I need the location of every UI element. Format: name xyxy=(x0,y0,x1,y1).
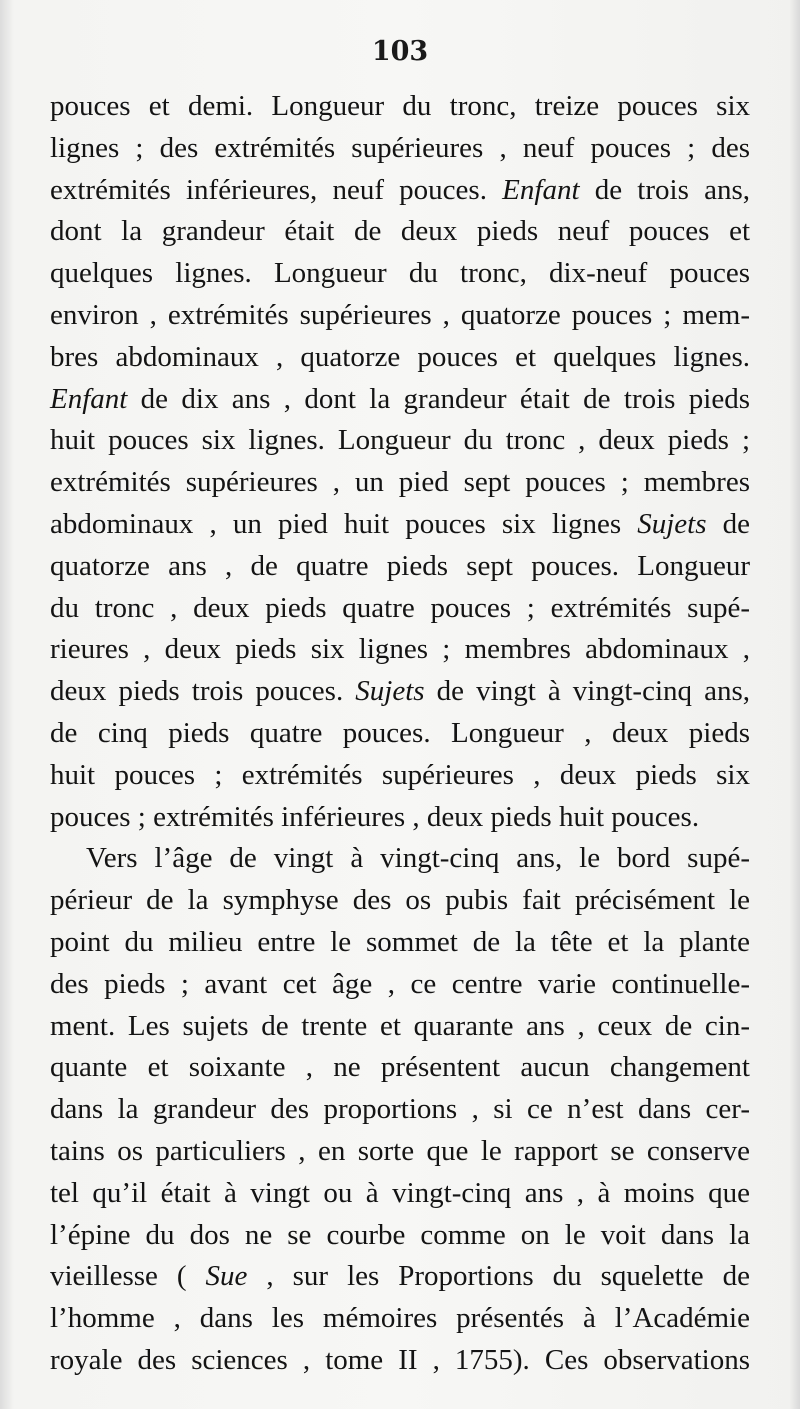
text-line xyxy=(50,379,750,421)
text-segment: , sur les Proportions du squelette de xyxy=(247,1260,750,1293)
text-segment: l’homme , dans les mémoires présentés à l’Académie xyxy=(50,1302,750,1335)
text-line xyxy=(50,504,750,546)
text-line xyxy=(50,170,750,212)
text-line xyxy=(50,546,750,588)
text-line xyxy=(50,420,750,462)
text-line xyxy=(50,1089,750,1131)
text-segment: des pieds ; avant cet âge , ce centre varie continuelle- xyxy=(50,967,750,1000)
text-line xyxy=(50,671,750,713)
text-line xyxy=(50,1215,750,1257)
text-segment: environ , extrémités supérieures , quatorze pouces ; mem- xyxy=(50,298,750,331)
page-edge xyxy=(790,0,800,1409)
text-segment: extrémités supérieures , un pied sept pouces ; membres xyxy=(50,466,750,499)
text-segment: du tronc , deux pieds quatre pouces ; extrémités supé- xyxy=(50,591,750,624)
text-segment: ment. Les sujets de trente et quarante ans , ceux de cin- xyxy=(50,1009,750,1042)
text-segment: quatorze ans , de quatre pieds sept pouces. Longueur xyxy=(50,549,750,582)
text-segment: périeur de la symphyse des os pubis fait précisément le xyxy=(50,884,750,917)
text-line xyxy=(50,755,750,797)
text-segment: huit pouces six lignes. Longueur du tronc , deux pieds ; xyxy=(50,424,750,457)
text-line xyxy=(50,797,750,839)
body-text xyxy=(50,86,750,1382)
italic-term: Sue xyxy=(205,1260,248,1293)
text-line xyxy=(50,713,750,755)
text-segment: quante et soixante , ne présentent aucun changement xyxy=(50,1051,750,1084)
text-line xyxy=(50,1298,750,1340)
text-line xyxy=(50,1006,750,1048)
text-segment: de trois ans, xyxy=(579,173,750,206)
text-line xyxy=(50,462,750,504)
text-segment: pouces et demi. Longueur du tronc, treize pouces six xyxy=(50,90,750,122)
text-segment: rieures , deux pieds six lignes ; membres abdominaux , xyxy=(50,633,750,666)
text-line xyxy=(50,253,750,295)
text-segment: de vingt à vingt-cinq ans, xyxy=(424,675,751,708)
text-line xyxy=(50,838,750,880)
italic-term: Enfant xyxy=(502,173,580,206)
text-line xyxy=(50,880,750,922)
text-line xyxy=(50,629,750,671)
text-line xyxy=(50,128,750,170)
text-segment: lignes ; des extrémités supérieures , neuf pouces ; des xyxy=(50,131,750,164)
italic-term: Sujets xyxy=(637,507,707,540)
text-segment: deux pieds trois pouces. xyxy=(50,675,356,708)
italic-term: Sujets xyxy=(355,675,425,708)
text-segment: tains os particuliers , en sorte que le rapport se conserve xyxy=(50,1134,750,1167)
text-segment: point du milieu entre le sommet de la tête et la plante xyxy=(50,925,750,958)
text-line xyxy=(50,86,750,128)
text-segment: de xyxy=(706,507,751,540)
text-segment: dans la grandeur des proportions , si ce n’est dans cer- xyxy=(50,1093,750,1126)
text-segment: quelques lignes. Longueur du tronc, dix-neuf pouces xyxy=(50,257,750,290)
text-segment: abdominaux , un pied huit pouces six lignes xyxy=(50,507,638,540)
text-line xyxy=(50,295,750,337)
text-segment: de cinq pieds quatre pouces. Longueur , deux pieds xyxy=(50,716,750,749)
text-segment: l’épine du dos ne se courbe comme on le voit dans la xyxy=(50,1218,750,1251)
text-segment: extrémités inférieures, neuf pouces. xyxy=(50,173,503,206)
text-segment: royale des sciences , tome II , 1755). Ces observations xyxy=(50,1343,750,1376)
text-line xyxy=(50,964,750,1006)
text-segment: dont la grandeur était de deux pieds neuf pouces et xyxy=(50,215,750,248)
text-segment: Vers l’âge de vingt à vingt-cinq ans, le bord supé- xyxy=(86,842,750,875)
text-line xyxy=(50,1173,750,1215)
text-line xyxy=(50,922,750,964)
text-line xyxy=(50,1340,750,1382)
text-line xyxy=(50,337,750,379)
italic-term: Enfant xyxy=(50,382,128,415)
text-segment: bres abdominaux , quatorze pouces et quelques lignes. xyxy=(50,340,750,373)
text-line xyxy=(50,1256,750,1298)
text-line xyxy=(50,1131,750,1173)
text-segment: pouces ; extrémités inférieures , deux pieds huit pouces. xyxy=(50,800,700,833)
text-segment: vieillesse ( xyxy=(50,1260,206,1293)
text-line xyxy=(50,588,750,630)
text-segment: huit pouces ; extrémités supérieures , deux pieds six xyxy=(50,758,750,791)
page-number: 103 xyxy=(371,36,429,67)
text-line xyxy=(50,1047,750,1089)
text-segment: de dix ans , dont la grandeur était de trois pieds xyxy=(127,382,750,415)
text-segment: tel qu’il était à vingt ou à vingt-cinq ans , à moins que xyxy=(50,1176,750,1209)
text-line xyxy=(50,211,750,253)
